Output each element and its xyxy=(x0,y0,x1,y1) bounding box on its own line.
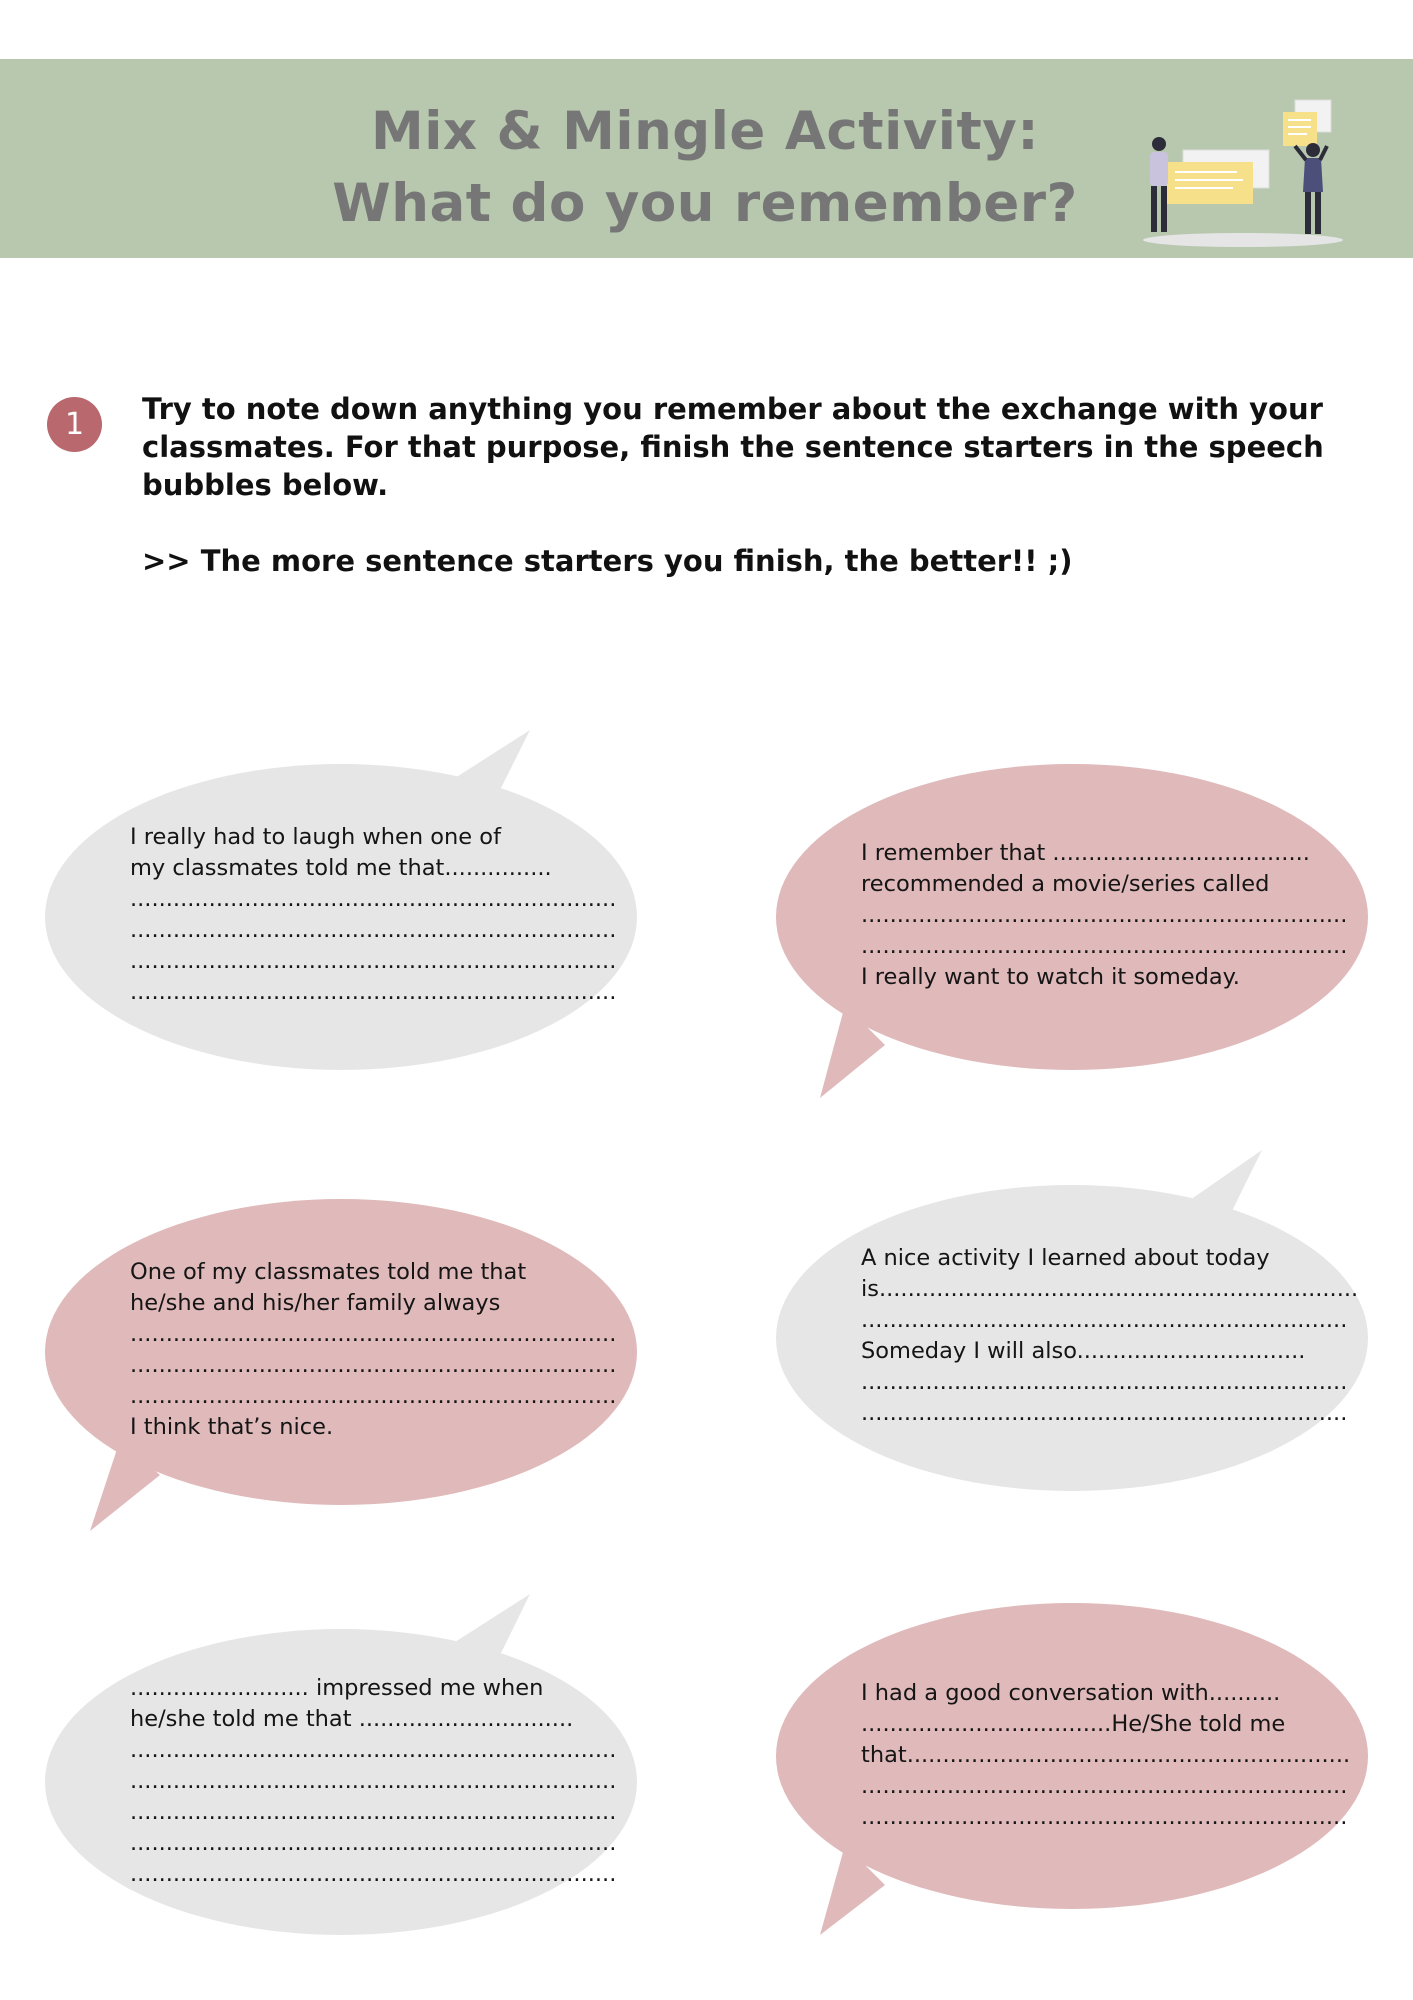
bubble-3-blank-line[interactable]: .................................................................... xyxy=(130,1383,617,1409)
bubble-5-blank-line[interactable]: he/she told me that .............................. xyxy=(130,1706,574,1732)
bubble-4-blank-line[interactable]: Someday I will also................................ xyxy=(861,1338,1306,1364)
instruction-tip: >> The more sentence starters you finish, the better!! ;) xyxy=(142,544,1073,578)
bubble-3-blank-line[interactable]: .................................................................... xyxy=(130,1352,617,1378)
bubble-2-blank-line[interactable]: .................................................................... xyxy=(861,902,1348,928)
title-line-2: What do you remember? xyxy=(332,173,1078,234)
speech-bubble-2-text xyxy=(861,838,1348,993)
speech-bubble-1-text xyxy=(130,822,617,1008)
bubble-5-blank-line[interactable]: .................................................................... xyxy=(130,1737,617,1763)
bubble-6-line[interactable]: that.............................................................. xyxy=(861,1742,1351,1768)
bubble-5-blank-line[interactable]: .................................................................... xyxy=(130,1768,617,1794)
bubble-4-blank-line[interactable]: is................................................................... xyxy=(861,1276,1359,1302)
bubble-6-line[interactable]: I had a good conversation with.......... xyxy=(861,1680,1281,1706)
bubble-2-blank-line[interactable]: .................................................................... xyxy=(861,933,1348,959)
speech-bubble-5-text xyxy=(130,1673,617,1890)
bubble-2-line: I really want to watch it someday. xyxy=(861,964,1240,990)
speech-bubble-3-text xyxy=(130,1257,617,1443)
bubble-3-blank-line[interactable]: .................................................................... xyxy=(130,1321,617,1347)
bubble-4-line: A nice activity I learned about today xyxy=(861,1245,1270,1271)
bubble-1-blank-line[interactable]: .................................................................... xyxy=(130,886,617,912)
bubble-1-blank-line[interactable]: .................................................................... xyxy=(130,948,617,974)
bubble-5-blank-line[interactable]: ......................... impressed me when xyxy=(130,1675,544,1701)
bubble-6-blank-line[interactable]: .................................................................... xyxy=(861,1773,1348,1799)
bubble-1-line: my classmates told me that............... xyxy=(130,855,552,881)
bubble-5-blank-line[interactable]: .................................................................... xyxy=(130,1861,617,1887)
bubble-3-line: I think that’s nice. xyxy=(130,1414,334,1440)
step-number-badge: 1 xyxy=(47,397,102,452)
instruction-text: Try to note down anything you remember about the exchange with your classmates. For that purpose, finish the sentence starters in the speech bubbles below. xyxy=(142,392,1324,502)
bubble-4-blank-line[interactable]: .................................................................... xyxy=(861,1369,1348,1395)
speech-bubble-4-text xyxy=(861,1243,1359,1429)
bubble-3-line: he/she and his/her family always xyxy=(130,1290,501,1316)
bubble-1-line: I really had to laugh when one of xyxy=(130,824,501,850)
bubble-4-blank-line[interactable]: .................................................................... xyxy=(861,1307,1348,1333)
speech-bubble-6-text xyxy=(861,1678,1351,1833)
bubble-1-blank-line[interactable]: .................................................................... xyxy=(130,917,617,943)
bubble-1-blank-line[interactable]: .................................................................... xyxy=(130,979,617,1005)
bubble-2-line: I remember that .................................... xyxy=(861,840,1310,866)
title-line-1: Mix & Mingle Activity: xyxy=(370,101,1040,162)
bubble-4-blank-line[interactable]: .................................................................... xyxy=(861,1400,1348,1426)
bubble-3-line: One of my classmates told me that xyxy=(130,1259,527,1285)
bubble-5-blank-line[interactable]: .................................................................... xyxy=(130,1799,617,1825)
bubble-2-line: recommended a movie/series called xyxy=(861,871,1270,897)
bubble-6-line[interactable]: ...................................He/She told me xyxy=(861,1711,1286,1737)
bubble-5-blank-line[interactable]: .................................................................... xyxy=(130,1830,617,1856)
bubble-6-blank-line[interactable]: .................................................................... xyxy=(861,1804,1348,1830)
